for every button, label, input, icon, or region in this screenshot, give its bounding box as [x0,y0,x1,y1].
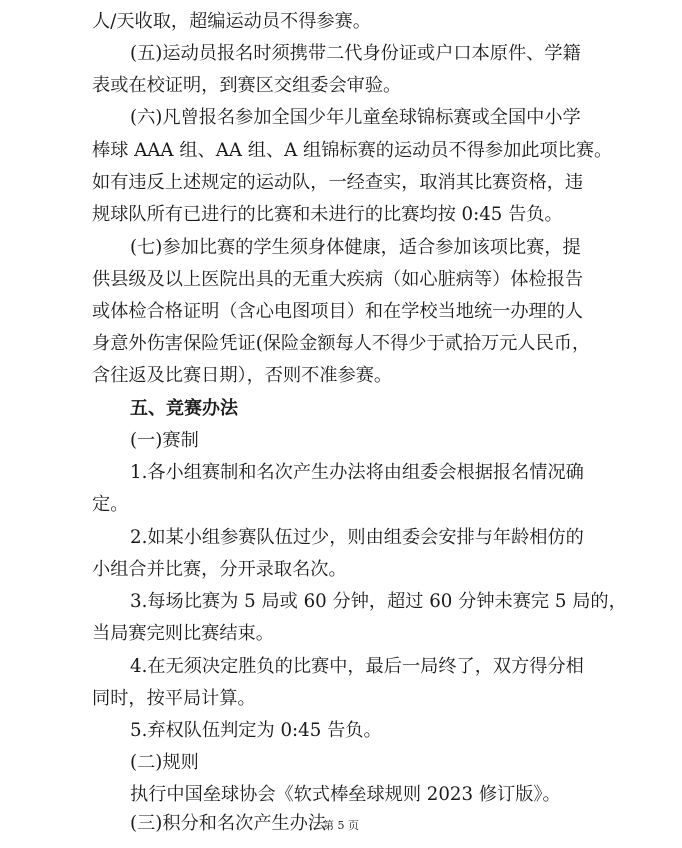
text-line: 同时，按平局计算。 [92,688,256,709]
text-line: 表或在校证明，到赛区交组委会审验。 [92,75,402,96]
text-line: 身意外伤害保险凭证(保险金额每人不得少于贰拾万元人民币， [92,333,591,354]
page-number: 第 5 页 [323,819,359,832]
text-line: 小组合并比赛，分开录取名次。 [92,559,347,580]
section-heading: 五、竞赛办法 [130,398,238,419]
text-line: (六)凡曾报名参加全国少年儿童垒球锦标赛或全国中小学 [130,107,581,128]
text-line: 定。 [92,494,129,515]
text-line: 执行中国垒球协会《软式棒垒球规则 2023 修订版》。 [130,784,561,805]
text-line: 1.各小组赛制和名次产生办法将由组委会根据报名情况确 [130,462,584,483]
subsection-heading: (一)赛制 [130,430,199,451]
text-line: 人/天收取，超编运动员不得参赛。 [92,11,371,32]
text-line: 3.每场比赛为 5 局或 60 分钟，超过 60 分钟未赛完 5 局的， [130,591,627,612]
text-line: 含往返及比赛日期），否则不准参赛。 [92,365,393,386]
subsection-heading: (二)规则 [130,752,199,773]
text-line: (五)运动员报名时须携带二代身份证或户口本原件、学籍 [130,43,581,64]
text-line: 或体检合格证明（含心电图项目）和在学校当地统一办理的人 [92,301,584,322]
text-line: (七)参加比赛的学生须身体健康，适合参加该项比赛，提 [130,237,581,258]
text-line: 棒球 AAA 组、AA 组、A 组锦标赛的运动员不得参加此项比赛。 [92,140,613,161]
text-line: 如有违反上述规定的运动队，一经查实，取消其比赛资格，违 [92,172,584,193]
text-line: 规球队所有已进行的比赛和未进行的比赛均按 0:45 告负。 [92,204,563,225]
text-line: 5.弃权队伍判定为 0:45 告负。 [130,720,382,741]
subsection-heading: (三)积分和名次产生办法 [130,813,327,834]
text-line: 2.如某小组参赛队伍过少，则由组委会安排与年龄相仿的 [130,527,584,548]
text-line: 供县级及以上医院出具的无重大疾病（如心脏病等）体检报告 [92,269,584,290]
text-line: 4.在无须决定胜负的比赛中，最后一局终了，双方得分相 [130,656,584,677]
text-line: 当局赛完则比赛结束。 [92,623,274,644]
